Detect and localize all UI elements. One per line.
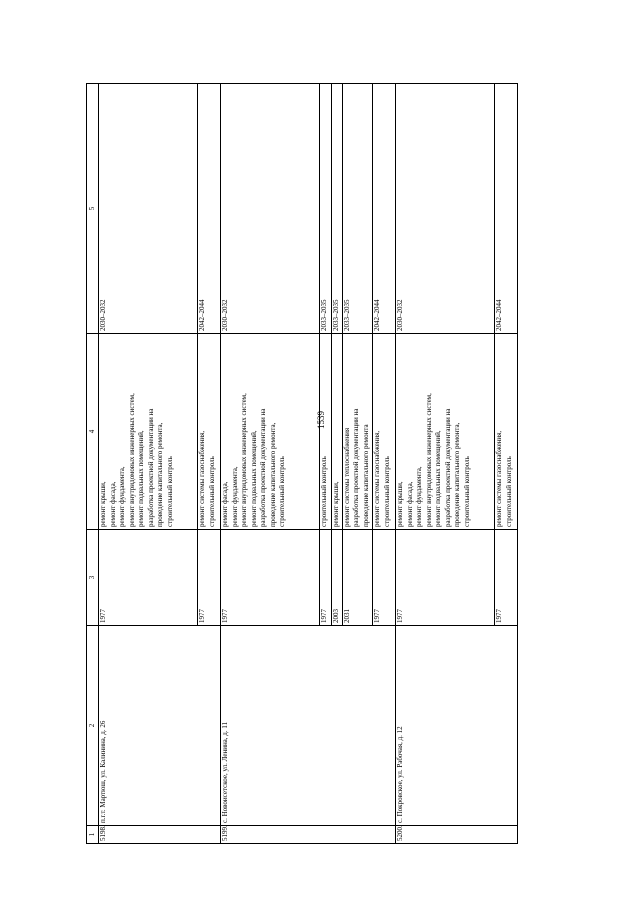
- work-item: строительный контроль: [278, 456, 287, 527]
- works-cell: [331, 334, 342, 530]
- work-item: ремонт фундамента,: [415, 466, 424, 527]
- record-address: с. Покровское, ул. Рабочая, д. 12: [396, 626, 518, 826]
- work-item: разработка проектной документации на: [352, 408, 361, 527]
- period-cell: 2042–2044: [495, 84, 518, 334]
- work-item: ремонт системы теплоснабжения: [342, 427, 351, 527]
- header-row: [87, 84, 99, 844]
- work-item: строительный контроль: [165, 456, 174, 527]
- work-item: строительный контроль: [320, 456, 329, 527]
- work-item: разработка проектной документации на: [146, 408, 155, 527]
- column-header: 2: [87, 626, 99, 826]
- year-cell: 1977: [373, 530, 396, 626]
- period-cell: 2030–2032: [221, 84, 320, 334]
- works-cell: [342, 334, 372, 530]
- year-cell: 1977: [320, 530, 331, 626]
- table-row: [221, 84, 320, 844]
- period-cell: 2033–2035: [320, 84, 331, 334]
- work-item: строительный контроль: [504, 456, 513, 527]
- work-item: разработка проектной документации на: [443, 408, 452, 527]
- work-item: разработка проектной документации на: [259, 408, 268, 527]
- column-header: 4: [87, 334, 99, 530]
- work-item: строительный контроль: [382, 456, 391, 527]
- year-cell: 1977: [198, 530, 221, 626]
- works-cell: [198, 334, 221, 530]
- work-item: ремонт внутридомовых инженерных систем,: [240, 393, 249, 527]
- table-row: [396, 84, 495, 844]
- work-item: ремонт внутридомовых инженерных систем,: [424, 393, 433, 527]
- period-cell: 2033–2035: [342, 84, 372, 334]
- work-item: ремонт системы газоснабжения,: [198, 430, 207, 527]
- year-cell: 1977: [396, 530, 495, 626]
- works-cell: [221, 334, 320, 530]
- page-number: 1539: [316, 411, 326, 429]
- column-header: 3: [87, 530, 99, 626]
- work-item: ремонт системы газоснабжения,: [495, 430, 504, 527]
- work-item: ремонт фундамента,: [230, 466, 239, 527]
- record-number: 5200.: [396, 826, 518, 844]
- capital-repair-table: [86, 83, 518, 844]
- work-item: ремонт крыши,: [331, 481, 340, 527]
- work-item: проведение капитального ремонта,: [156, 422, 165, 527]
- record-number: 5198.: [99, 826, 221, 844]
- period-cell: 2042–2044: [198, 84, 221, 334]
- record-address: п.г.т. Мартюш, ул. Калинина, д. 26: [99, 626, 221, 826]
- work-item: ремонт крыши,: [99, 481, 108, 527]
- work-item: ремонт подвальных помещений,: [137, 430, 146, 527]
- record-address: с. Новоисетское, ул. Ленина, д. 11: [221, 626, 396, 826]
- period-cell: 2042–2044: [373, 84, 396, 334]
- year-cell: 1977: [99, 530, 198, 626]
- period-cell: 2033–2035: [331, 84, 342, 334]
- work-item: ремонт системы газоснабжения,: [373, 430, 382, 527]
- table-row: [99, 84, 198, 844]
- column-header: 5: [87, 84, 99, 334]
- work-item: проведение капитального ремонта: [361, 424, 370, 527]
- work-item: ремонт фасада,: [108, 481, 117, 527]
- work-item: ремонт подвальных помещений,: [434, 430, 443, 527]
- year-cell: 2031: [342, 530, 372, 626]
- work-item: строительный контроль: [207, 456, 216, 527]
- work-item: строительный контроль: [462, 456, 471, 527]
- work-item: проведение капитального ремонта,: [268, 422, 277, 527]
- year-cell: 1977: [221, 530, 320, 626]
- record-number: 5199.: [221, 826, 396, 844]
- work-item: ремонт подвальных помещений,: [249, 430, 258, 527]
- period-cell: 2030–2032: [99, 84, 198, 334]
- work-item: ремонт фасада,: [221, 481, 230, 527]
- works-cell: [373, 334, 396, 530]
- work-item: ремонт фундамента,: [118, 466, 127, 527]
- period-cell: 2030–2032: [396, 84, 495, 334]
- year-cell: 2003: [331, 530, 342, 626]
- year-cell: 1977: [495, 530, 518, 626]
- work-item: ремонт крыши,: [396, 481, 405, 527]
- works-cell: [99, 334, 198, 530]
- rotated-table-wrapper: [86, 84, 518, 844]
- works-cell: [495, 334, 518, 530]
- work-item: ремонт внутридомовых инженерных систем,: [127, 393, 136, 527]
- column-header: 1: [87, 826, 99, 844]
- works-cell: [320, 334, 331, 530]
- works-cell: [396, 334, 495, 530]
- work-item: ремонт фасада,: [405, 481, 414, 527]
- work-item: проведение капитального ремонта,: [453, 422, 462, 527]
